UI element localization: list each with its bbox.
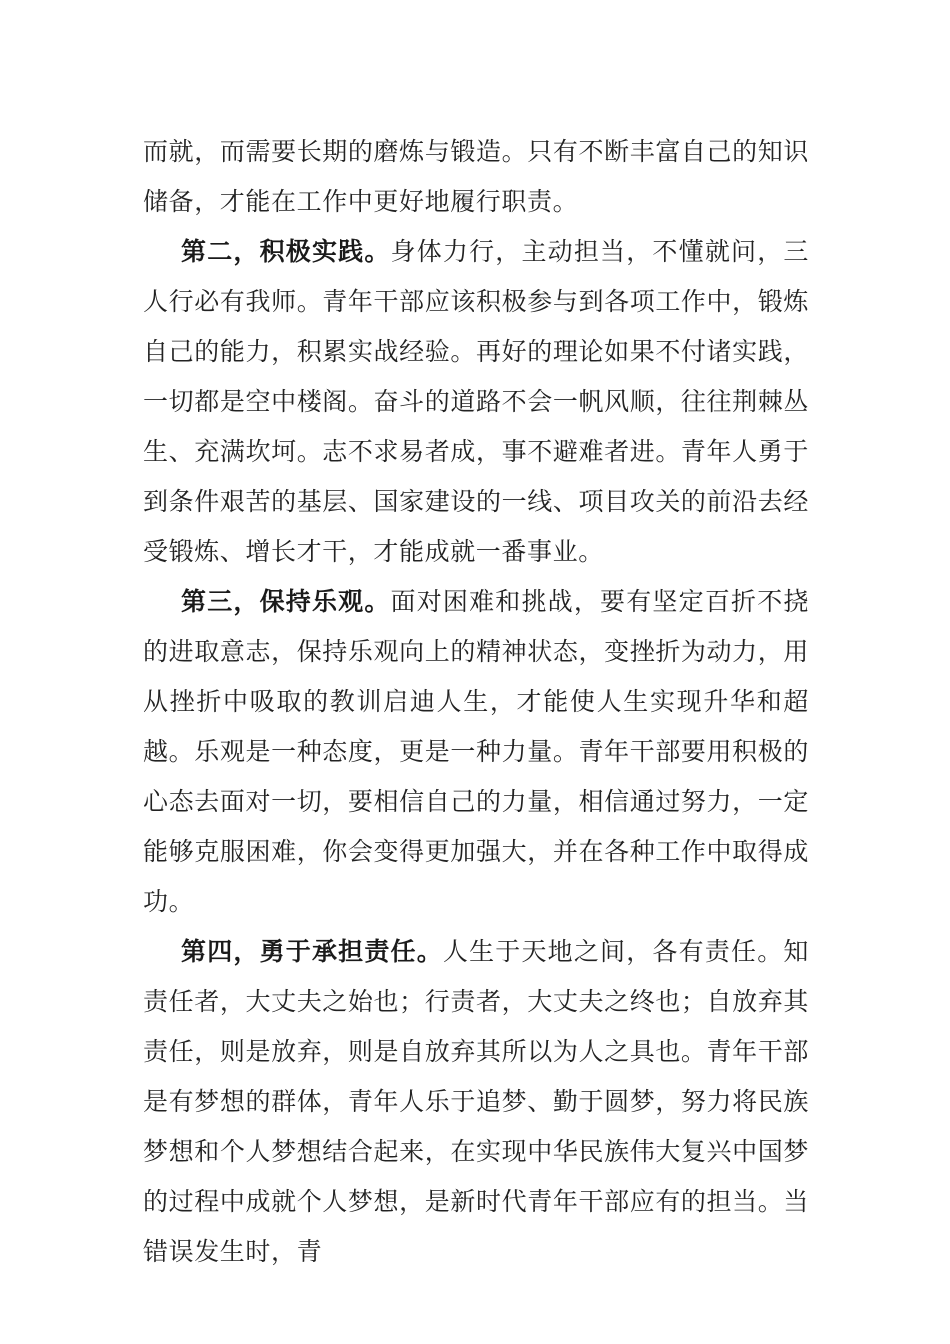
paragraph-heading: 第二，积极实践。 <box>181 237 391 266</box>
paragraph-second-practice <box>143 227 809 577</box>
document-body <box>143 127 809 1277</box>
paragraph-third-optimism <box>143 577 809 927</box>
paragraph-body-text: 人生于天地之间，各有责任。知责任者，大丈夫之始也；行责者，大丈夫之终也；自放弃其责任，则是放弃，则是自放弃其所以为人之具也。青年干部是有梦想的群体，青年人乐于追梦、勤于圆梦，努力将民族梦想和个人梦想结合起来，在实现中华民族伟大复兴中国梦的过程中成就个人梦想，是新时代青年干部应有的担当。当错误发生时，青 <box>143 937 809 1266</box>
paragraph-continuation <box>143 127 809 227</box>
paragraph-body-text: 而就，而需要长期的磨炼与锻造。只有不断丰富自己的知识储备，才能在工作中更好地履行职责。 <box>143 137 809 216</box>
paragraph-fourth-responsibility <box>143 927 809 1277</box>
paragraph-body-text: 面对困难和挑战，要有坚定百折不挠的进取意志，保持乐观向上的精神状态，变挫折为动力，用从挫折中吸取的教训启迪人生，才能使人生实现升华和超越。乐观是一种态度，更是一种力量。青年干部要用积极的心态去面对一切，要相信自己的力量，相信通过努力，一定能够克服困难，你会变得更加强大，并在各种工作中取得成功。 <box>143 587 809 916</box>
paragraph-heading: 第三，保持乐观。 <box>181 587 391 616</box>
paragraph-body-text: 身体力行，主动担当，不懂就问，三人行必有我师。青年干部应该积极参与到各项工作中，锻炼自己的能力，积累实战经验。再好的理论如果不付诸实践，一切都是空中楼阁。奋斗的道路不会一帆风顺，往往荆棘丛生、充满坎坷。志不求易者成，事不避难者进。青年人勇于到条件艰苦的基层、国家建设的一线、项目攻关的前沿去经受锻炼、增长才干，才能成就一番事业。 <box>143 237 809 566</box>
paragraph-heading: 第四，勇于承担责任。 <box>181 937 443 966</box>
